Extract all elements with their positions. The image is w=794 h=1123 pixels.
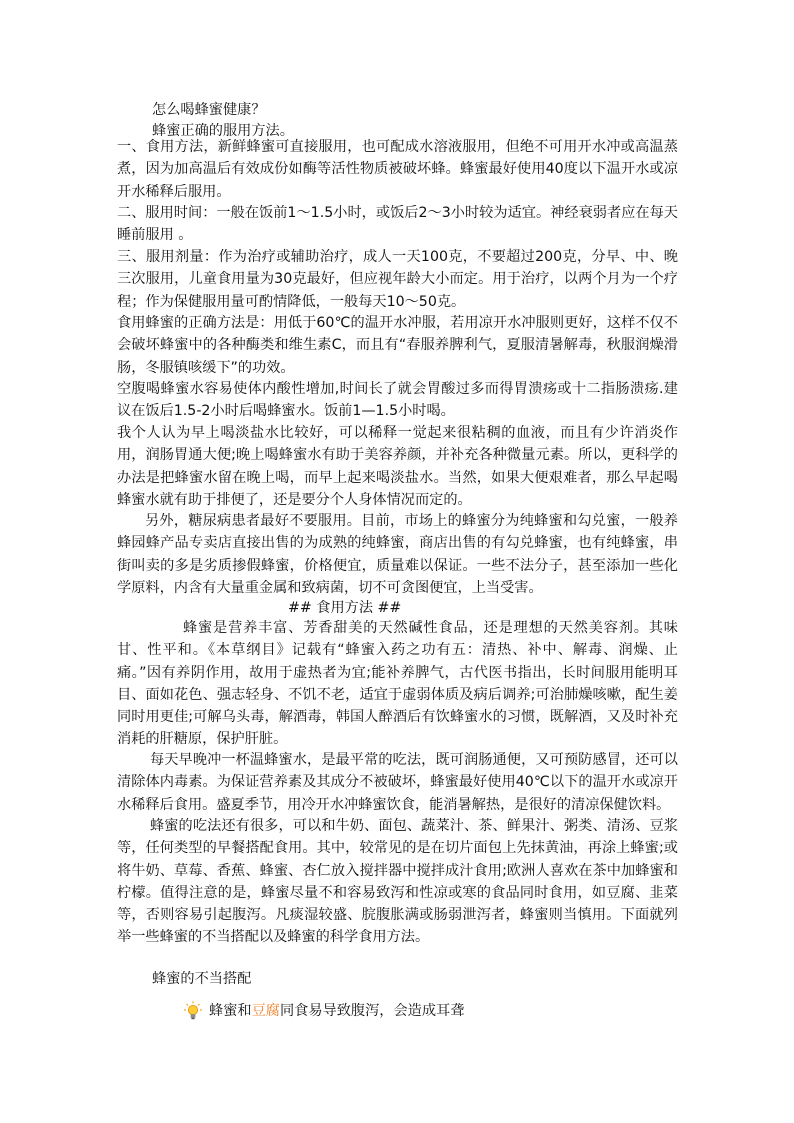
paragraph-dosage: 三、服用剂量：作为治疗或辅助治疗，成人一天100克，不要超过200克，分早、中、晚三次服用，儿童食用量为30克最好，但应视年龄大小而定。用于治疗，以两个月为一个疗程；作为保健服用量可酌情降低，一般每天10～50克。 <box>117 249 678 310</box>
paragraph-nutrition: 蜂蜜是营养丰富、芳香甜美的天然碱性食品，还是理想的天然美容剂。其味甘、性平和。《本草纲目》记载有“蜂蜜入药之功有五：清热、补中、解毒、润燥、止痛。”因有养阴作用，故用于虚热者为宜;能补养脾气，古代医书指出，长时间服用能明耳目、面如花色、强志轻身、不饥不老，适宜于虚弱体质及病后调养;可治肺燥咳嗽，配生姜同时用更佳;可解乌头毒，解酒毒，韩国人醉酒后有饮蜂蜜水的习惯，既解酒，又及时补充消耗的肝糖原，保护肝脏。 <box>117 620 678 748</box>
paragraph-pairings: 蜂蜜的吃法还有很多，可以和牛奶、面包、蔬菜汁、茶、鲜果汁、粥类、清汤、豆浆等，任何类型的早餐搭配食用。其中，较常见的是在切片面包上先抹黄油，再涂上蜂蜜;或将牛奶、草莓、香蕉、蜂蜜、杏仁放入搅拌器中搅拌成汁食用;欧洲人喜欢在茶中加蜂蜜和柠檬。值得注意的是，蜂蜜尽量不和容易致泻和性凉或寒的食品同时食用，如豆腐、韭菜等，否则容易引起腹泻。凡痰湿较盛、脘腹胀满或肠弱泄泻者，蜂蜜则当慎用。下面就列举一些蜂蜜的不当搭配以及蜂蜜的科学食用方法。 <box>117 818 678 946</box>
paragraph-correct-method: 食用蜂蜜的正确方法是：用低于60℃的温开水冲服，若用凉开水冲服则更好，这样不仅不会破坏蜂蜜中的各种酶类和维生素C，而且有“春服养脾利气，夏服清暑解毒，秋服润燥滑肠，冬服镇咳缓下”的功效。 <box>117 315 678 376</box>
paragraph-diabetes-market: 另外，糖尿病患者最好不要服用。目前，市场上的蜂蜜分为纯蜂蜜和勾兑蜜，一般养蜂园蜂产品专卖店直接出售的为成熟的纯蜂蜜，商店出售的有勾兑蜂蜜，也有纯蜂蜜，串街叫卖的多是劣质掺假蜂蜜，价格便宜，质量难以保证。一些不法分子，甚至添加一些化学原料，内含有大量重金属和致病菌，切不可贪图便宜，上当受害。 <box>117 513 678 596</box>
paragraph-daily-drink: 每天早晚冲一杯温蜂蜜水，是最平常的吃法，既可润肠通便，又可预防感冒，还可以清除体内毒素。为保证营养素及其成分不被破坏，蜂蜜最好使用40℃以下的温开水或凉开水稀释后食用。盛夏季节，用冷开水冲蜂蜜饮食，能消暑解热，是很好的清凉保健饮料。 <box>117 752 678 813</box>
paragraph-usage-time: 二、服用时间：一般在饭前1～1.5小时，或饭后2～3小时较为适宜。神经衰弱者应在每天睡前服用 。 <box>117 205 678 244</box>
sub-heading-bad-pairings: 蜂蜜的不当搭配 <box>152 971 252 987</box>
lightbulb-icon <box>183 1001 203 1021</box>
bad-pairing-text-end: 同食易导致腹泻，会造成耳聋 <box>279 1003 465 1019</box>
tofu-highlight: 豆腐 <box>251 1003 280 1019</box>
bad-pairing-text-start: 蜂蜜和 <box>209 1003 252 1019</box>
doc-subtitle: 蜂蜜正确的服用方法。 <box>152 123 294 139</box>
paragraph-usage-method: 一、食用方法，新鲜蜂蜜可直接服用，也可配成水溶液服用，但绝不可用开水冲或高温蒸煮，因为加高温后有效成份如酶等活性物质被破坏蜂。蜂蜜最好使用40度以下温开水或凉开水稀释后服用。 <box>117 139 678 200</box>
doc-title: 怎么喝蜂蜜健康？ <box>152 102 266 118</box>
bad-pairing-item <box>183 1000 464 1022</box>
paragraph-personal-opinion: 我个人认为早上喝淡盐水比较好，可以稀释一觉起来很粘稠的血液，而且有少许消炎作用，润肠胃通大便;晚上喝蜂蜜水有助于美容养颜，并补充各种微量元素。所以，更科学的办法是把蜂蜜水留在晚上喝，而早上起来喝淡盐水。当然，如果大便艰难者，那么早起喝蜂蜜水就有助于排便了，还是要分个人身体情况而定的。 <box>117 425 678 508</box>
section-heading: ## 食用方法 ## <box>288 600 402 616</box>
paragraph-empty-stomach: 空腹喝蜂蜜水容易使体内酸性增加,时间长了就会胃酸过多而得胃溃疡或十二指肠溃疡.建议在饭后1.5-2小时后喝蜂蜜水。饭前1—1.5小时喝。 <box>117 381 678 420</box>
